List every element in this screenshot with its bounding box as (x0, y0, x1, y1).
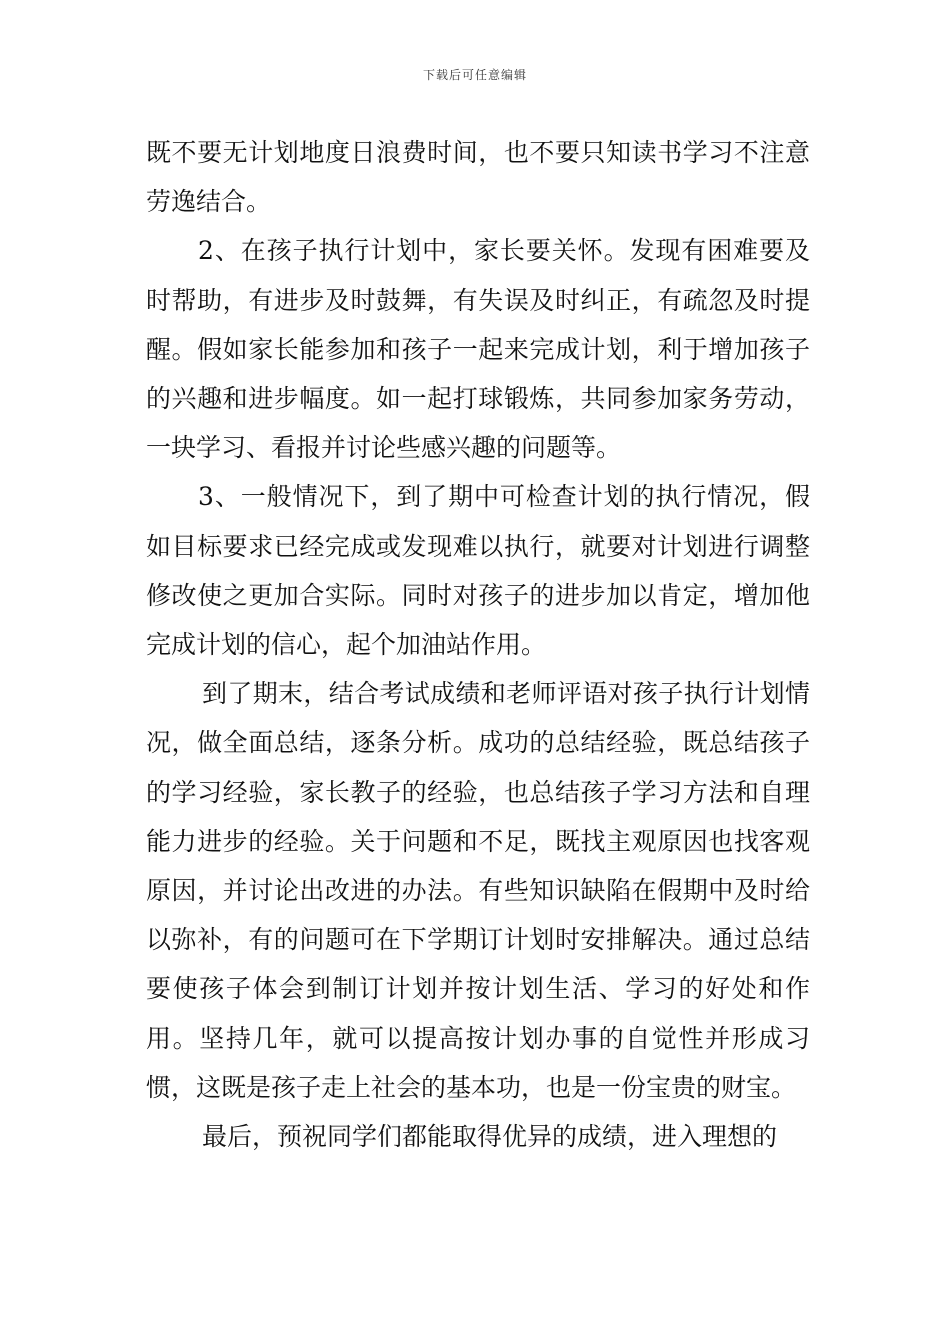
paragraph-closing: 最后，预祝同学们都能取得优异的成绩，进入理想的 (202, 1122, 778, 1152)
paragraph-item-3: 3、一般情况下，到了期中可检查计划的执行情况，假如目标要求已经完成或发现难以执行，就要对计划进行调整修改使之更加合实际。同时对孩子的进步加以肯定，增加他完成计划的信心，起个加油站作用。 (146, 482, 810, 660)
paragraph-end-of-term: 到了期末，结合考试成绩和老师评语对孩子执行计划情况，做全面总结，逐条分析。成功的总结经验，既总结孩子的学习经验，家长教子的经验，也总结孩子学习方法和自理能力进步的经验。关于问题和不足，既找主观原因也找客观原因，并讨论出改进的办法。有些知识缺陷在假期中及时给以弥补，有的问题可在下学期订计划时安排解决。通过总结要使孩子体会到制订计划并按计划生活、学习的好处和作用。坚持几年，就可以提高按计划办事的自觉性并形成习惯，这既是孩子走上社会的基本功，也是一份宝贵的财宝。 (146, 679, 810, 1102)
paragraph-continuation: 既不要无计划地度日浪费时间，也不要只知读书学习不注意劳逸结合。 (146, 138, 810, 217)
document-body (146, 128, 810, 1161)
paragraph-item-2: 2、在孩子执行计划中，家长要关怀。发现有困难要及时帮助，有进步及时鼓舞，有失误及时纠正，有疏忽及时提醒。假如家长能参加和孩子一起来完成计划，利于增加孩子的兴趣和进步幅度。如一起打球锻炼，共同参加家务劳动，一块学习、看报并讨论些感兴趣的问题等。 (146, 236, 810, 463)
page-header: 下载后可任意编辑 (422, 68, 527, 82)
